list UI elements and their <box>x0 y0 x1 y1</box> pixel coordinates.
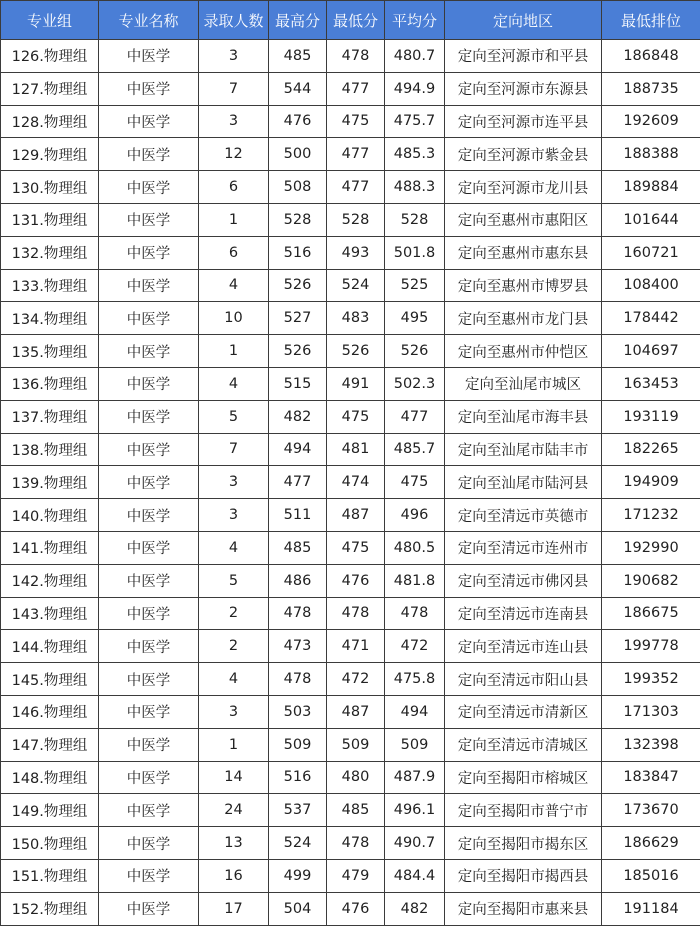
cell-min-rank: 182265 <box>602 433 700 466</box>
cell-major: 中医学 <box>99 466 199 499</box>
cell-region: 定向至汕尾市陆丰市 <box>445 433 602 466</box>
cell-region: 定向至惠州市惠阳区 <box>445 203 602 236</box>
cell-group: 140.物理组 <box>1 499 99 532</box>
cell-major: 中医学 <box>99 400 199 433</box>
cell-avg-score: 485.7 <box>385 433 445 466</box>
table-row <box>1 663 700 696</box>
cell-region: 定向至揭阳市揭东区 <box>445 827 602 860</box>
cell-min-score: 478 <box>327 827 385 860</box>
cell-major: 中医学 <box>99 433 199 466</box>
cell-max-score: 499 <box>269 859 327 892</box>
cell-min-score: 483 <box>327 302 385 335</box>
cell-avg-score: 478 <box>385 597 445 630</box>
cell-region: 定向至清远市阳山县 <box>445 663 602 696</box>
cell-admitted-count: 10 <box>199 302 269 335</box>
cell-min-score: 509 <box>327 728 385 761</box>
cell-min-score: 524 <box>327 269 385 302</box>
table-row <box>1 597 700 630</box>
cell-avg-score: 496 <box>385 499 445 532</box>
cell-max-score: 482 <box>269 400 327 433</box>
header-major: 专业名称 <box>99 1 199 40</box>
cell-group: 134.物理组 <box>1 302 99 335</box>
table-body <box>1 40 700 926</box>
cell-group: 126.物理组 <box>1 40 99 73</box>
cell-min-score: 475 <box>327 400 385 433</box>
cell-min-rank: 186848 <box>602 40 700 73</box>
cell-min-rank: 194909 <box>602 466 700 499</box>
table-row <box>1 367 700 400</box>
table-row <box>1 400 700 433</box>
cell-admitted-count: 1 <box>199 335 269 368</box>
header-row <box>1 1 700 40</box>
table-row <box>1 892 700 925</box>
cell-max-score: 494 <box>269 433 327 466</box>
cell-max-score: 486 <box>269 564 327 597</box>
cell-major: 中医学 <box>99 630 199 663</box>
cell-admitted-count: 6 <box>199 236 269 269</box>
cell-avg-score: 480.5 <box>385 531 445 564</box>
cell-admitted-count: 4 <box>199 269 269 302</box>
cell-min-rank: 183847 <box>602 761 700 794</box>
cell-avg-score: 485.3 <box>385 138 445 171</box>
header-max-score: 最高分 <box>269 1 327 40</box>
header-min-rank: 最低排位 <box>602 1 700 40</box>
cell-admitted-count: 4 <box>199 367 269 400</box>
cell-region: 定向至河源市连平县 <box>445 105 602 138</box>
cell-avg-score: 494.9 <box>385 72 445 105</box>
cell-group: 144.物理组 <box>1 630 99 663</box>
cell-max-score: 511 <box>269 499 327 532</box>
table-row <box>1 630 700 663</box>
cell-group: 143.物理组 <box>1 597 99 630</box>
cell-major: 中医学 <box>99 138 199 171</box>
table-row <box>1 72 700 105</box>
cell-min-score: 480 <box>327 761 385 794</box>
cell-region: 定向至清远市连州市 <box>445 531 602 564</box>
cell-min-score: 491 <box>327 367 385 400</box>
cell-major: 中医学 <box>99 663 199 696</box>
cell-region: 定向至河源市龙川县 <box>445 171 602 204</box>
cell-major: 中医学 <box>99 269 199 302</box>
cell-region: 定向至惠州市龙门县 <box>445 302 602 335</box>
cell-admitted-count: 1 <box>199 728 269 761</box>
cell-group: 135.物理组 <box>1 335 99 368</box>
cell-major: 中医学 <box>99 531 199 564</box>
cell-major: 中医学 <box>99 171 199 204</box>
cell-max-score: 504 <box>269 892 327 925</box>
header-avg-score: 平均分 <box>385 1 445 40</box>
cell-group: 142.物理组 <box>1 564 99 597</box>
cell-major: 中医学 <box>99 236 199 269</box>
cell-avg-score: 482 <box>385 892 445 925</box>
cell-major: 中医学 <box>99 892 199 925</box>
cell-avg-score: 475 <box>385 466 445 499</box>
cell-group: 149.物理组 <box>1 794 99 827</box>
cell-major: 中医学 <box>99 367 199 400</box>
cell-min-rank: 199778 <box>602 630 700 663</box>
table-row <box>1 761 700 794</box>
cell-region: 定向至清远市连南县 <box>445 597 602 630</box>
cell-max-score: 516 <box>269 236 327 269</box>
header-admitted-count: 录取人数 <box>199 1 269 40</box>
cell-avg-score: 494 <box>385 695 445 728</box>
cell-region: 定向至惠州市惠东县 <box>445 236 602 269</box>
cell-avg-score: 525 <box>385 269 445 302</box>
cell-min-rank: 108400 <box>602 269 700 302</box>
cell-group: 136.物理组 <box>1 367 99 400</box>
cell-avg-score: 480.7 <box>385 40 445 73</box>
cell-min-rank: 192609 <box>602 105 700 138</box>
cell-max-score: 527 <box>269 302 327 335</box>
cell-group: 133.物理组 <box>1 269 99 302</box>
cell-min-rank: 171303 <box>602 695 700 728</box>
cell-group: 139.物理组 <box>1 466 99 499</box>
cell-max-score: 528 <box>269 203 327 236</box>
cell-group: 147.物理组 <box>1 728 99 761</box>
cell-min-score: 476 <box>327 564 385 597</box>
cell-min-score: 476 <box>327 892 385 925</box>
cell-max-score: 544 <box>269 72 327 105</box>
table-row <box>1 105 700 138</box>
table-row <box>1 499 700 532</box>
table-row <box>1 859 700 892</box>
cell-min-score: 477 <box>327 171 385 204</box>
table-row <box>1 203 700 236</box>
cell-min-rank: 193119 <box>602 400 700 433</box>
cell-min-rank: 104697 <box>602 335 700 368</box>
cell-min-score: 475 <box>327 531 385 564</box>
cell-region: 定向至揭阳市揭西县 <box>445 859 602 892</box>
cell-min-score: 474 <box>327 466 385 499</box>
cell-major: 中医学 <box>99 597 199 630</box>
cell-min-score: 481 <box>327 433 385 466</box>
cell-min-score: 475 <box>327 105 385 138</box>
cell-group: 132.物理组 <box>1 236 99 269</box>
cell-min-rank: 190682 <box>602 564 700 597</box>
cell-max-score: 537 <box>269 794 327 827</box>
cell-admitted-count: 3 <box>199 695 269 728</box>
cell-region: 定向至清远市佛冈县 <box>445 564 602 597</box>
cell-avg-score: 502.3 <box>385 367 445 400</box>
cell-group: 127.物理组 <box>1 72 99 105</box>
cell-min-rank: 101644 <box>602 203 700 236</box>
header-region: 定向地区 <box>445 1 602 40</box>
cell-max-score: 503 <box>269 695 327 728</box>
cell-min-score: 487 <box>327 695 385 728</box>
header-group: 专业组 <box>1 1 99 40</box>
table-row <box>1 794 700 827</box>
cell-admitted-count: 2 <box>199 597 269 630</box>
cell-group: 137.物理组 <box>1 400 99 433</box>
cell-min-rank: 189884 <box>602 171 700 204</box>
cell-admitted-count: 13 <box>199 827 269 860</box>
cell-major: 中医学 <box>99 827 199 860</box>
cell-group: 141.物理组 <box>1 531 99 564</box>
cell-min-rank: 163453 <box>602 367 700 400</box>
cell-min-rank: 178442 <box>602 302 700 335</box>
cell-major: 中医学 <box>99 40 199 73</box>
cell-admitted-count: 17 <box>199 892 269 925</box>
cell-admitted-count: 4 <box>199 531 269 564</box>
cell-avg-score: 472 <box>385 630 445 663</box>
cell-min-score: 528 <box>327 203 385 236</box>
cell-group: 146.物理组 <box>1 695 99 728</box>
cell-major: 中医学 <box>99 728 199 761</box>
cell-region: 定向至河源市和平县 <box>445 40 602 73</box>
cell-major: 中医学 <box>99 302 199 335</box>
cell-avg-score: 526 <box>385 335 445 368</box>
cell-admitted-count: 3 <box>199 40 269 73</box>
cell-min-rank: 188388 <box>602 138 700 171</box>
cell-region: 定向至清远市连山县 <box>445 630 602 663</box>
cell-avg-score: 509 <box>385 728 445 761</box>
cell-avg-score: 495 <box>385 302 445 335</box>
cell-avg-score: 490.7 <box>385 827 445 860</box>
cell-avg-score: 484.4 <box>385 859 445 892</box>
cell-region: 定向至惠州市仲恺区 <box>445 335 602 368</box>
cell-min-score: 485 <box>327 794 385 827</box>
cell-min-rank: 185016 <box>602 859 700 892</box>
cell-min-score: 471 <box>327 630 385 663</box>
cell-avg-score: 477 <box>385 400 445 433</box>
cell-major: 中医学 <box>99 859 199 892</box>
cell-avg-score: 528 <box>385 203 445 236</box>
cell-group: 129.物理组 <box>1 138 99 171</box>
cell-avg-score: 501.8 <box>385 236 445 269</box>
header-min-score: 最低分 <box>327 1 385 40</box>
cell-min-rank: 160721 <box>602 236 700 269</box>
table-row <box>1 171 700 204</box>
cell-min-score: 478 <box>327 597 385 630</box>
cell-region: 定向至河源市东源县 <box>445 72 602 105</box>
table-row <box>1 466 700 499</box>
cell-admitted-count: 4 <box>199 663 269 696</box>
cell-min-score: 479 <box>327 859 385 892</box>
table-row <box>1 335 700 368</box>
cell-min-score: 477 <box>327 138 385 171</box>
cell-max-score: 485 <box>269 531 327 564</box>
cell-admitted-count: 1 <box>199 203 269 236</box>
cell-min-rank: 171232 <box>602 499 700 532</box>
cell-group: 152.物理组 <box>1 892 99 925</box>
cell-min-rank: 199352 <box>602 663 700 696</box>
cell-group: 131.物理组 <box>1 203 99 236</box>
cell-admitted-count: 6 <box>199 171 269 204</box>
cell-major: 中医学 <box>99 794 199 827</box>
cell-group: 128.物理组 <box>1 105 99 138</box>
table-row <box>1 236 700 269</box>
cell-region: 定向至揭阳市惠来县 <box>445 892 602 925</box>
cell-max-score: 526 <box>269 269 327 302</box>
cell-min-score: 478 <box>327 40 385 73</box>
cell-avg-score: 475.7 <box>385 105 445 138</box>
table-row <box>1 433 700 466</box>
cell-region: 定向至惠州市博罗县 <box>445 269 602 302</box>
cell-admitted-count: 2 <box>199 630 269 663</box>
cell-region: 定向至汕尾市陆河县 <box>445 466 602 499</box>
cell-major: 中医学 <box>99 105 199 138</box>
cell-min-score: 526 <box>327 335 385 368</box>
cell-admitted-count: 14 <box>199 761 269 794</box>
cell-admitted-count: 5 <box>199 564 269 597</box>
cell-group: 151.物理组 <box>1 859 99 892</box>
cell-admitted-count: 3 <box>199 499 269 532</box>
cell-min-score: 487 <box>327 499 385 532</box>
cell-min-rank: 186629 <box>602 827 700 860</box>
cell-major: 中医学 <box>99 564 199 597</box>
cell-max-score: 477 <box>269 466 327 499</box>
cell-group: 148.物理组 <box>1 761 99 794</box>
cell-min-score: 477 <box>327 72 385 105</box>
cell-max-score: 515 <box>269 367 327 400</box>
cell-min-rank: 188735 <box>602 72 700 105</box>
cell-major: 中医学 <box>99 499 199 532</box>
cell-min-score: 472 <box>327 663 385 696</box>
cell-max-score: 478 <box>269 663 327 696</box>
table-row <box>1 827 700 860</box>
cell-min-rank: 192990 <box>602 531 700 564</box>
cell-group: 145.物理组 <box>1 663 99 696</box>
cell-major: 中医学 <box>99 72 199 105</box>
cell-major: 中医学 <box>99 761 199 794</box>
table-row <box>1 695 700 728</box>
table-row <box>1 564 700 597</box>
cell-max-score: 516 <box>269 761 327 794</box>
cell-admitted-count: 16 <box>199 859 269 892</box>
cell-region: 定向至揭阳市普宁市 <box>445 794 602 827</box>
cell-major: 中医学 <box>99 695 199 728</box>
cell-group: 138.物理组 <box>1 433 99 466</box>
cell-max-score: 508 <box>269 171 327 204</box>
cell-max-score: 509 <box>269 728 327 761</box>
cell-admitted-count: 12 <box>199 138 269 171</box>
cell-min-rank: 173670 <box>602 794 700 827</box>
table-row <box>1 728 700 761</box>
cell-region: 定向至汕尾市海丰县 <box>445 400 602 433</box>
cell-admitted-count: 24 <box>199 794 269 827</box>
cell-region: 定向至汕尾市城区 <box>445 367 602 400</box>
cell-admitted-count: 3 <box>199 105 269 138</box>
cell-major: 中医学 <box>99 335 199 368</box>
table-row <box>1 40 700 73</box>
cell-min-rank: 186675 <box>602 597 700 630</box>
cell-max-score: 524 <box>269 827 327 860</box>
cell-group: 130.物理组 <box>1 171 99 204</box>
cell-avg-score: 475.8 <box>385 663 445 696</box>
cell-region: 定向至清远市清城区 <box>445 728 602 761</box>
cell-avg-score: 487.9 <box>385 761 445 794</box>
table-row <box>1 269 700 302</box>
cell-min-score: 493 <box>327 236 385 269</box>
cell-max-score: 478 <box>269 597 327 630</box>
cell-admitted-count: 3 <box>199 466 269 499</box>
cell-min-rank: 191184 <box>602 892 700 925</box>
cell-region: 定向至清远市清新区 <box>445 695 602 728</box>
table-row <box>1 531 700 564</box>
cell-region: 定向至河源市紫金县 <box>445 138 602 171</box>
cell-admitted-count: 5 <box>199 400 269 433</box>
cell-min-rank: 132398 <box>602 728 700 761</box>
cell-max-score: 476 <box>269 105 327 138</box>
cell-admitted-count: 7 <box>199 433 269 466</box>
cell-group: 150.物理组 <box>1 827 99 860</box>
table-row <box>1 302 700 335</box>
cell-avg-score: 496.1 <box>385 794 445 827</box>
cell-max-score: 485 <box>269 40 327 73</box>
cell-max-score: 473 <box>269 630 327 663</box>
cell-admitted-count: 7 <box>199 72 269 105</box>
cell-avg-score: 481.8 <box>385 564 445 597</box>
cell-avg-score: 488.3 <box>385 171 445 204</box>
cell-region: 定向至揭阳市榕城区 <box>445 761 602 794</box>
cell-major: 中医学 <box>99 203 199 236</box>
cell-max-score: 526 <box>269 335 327 368</box>
cell-max-score: 500 <box>269 138 327 171</box>
cell-region: 定向至清远市英德市 <box>445 499 602 532</box>
table-row <box>1 138 700 171</box>
